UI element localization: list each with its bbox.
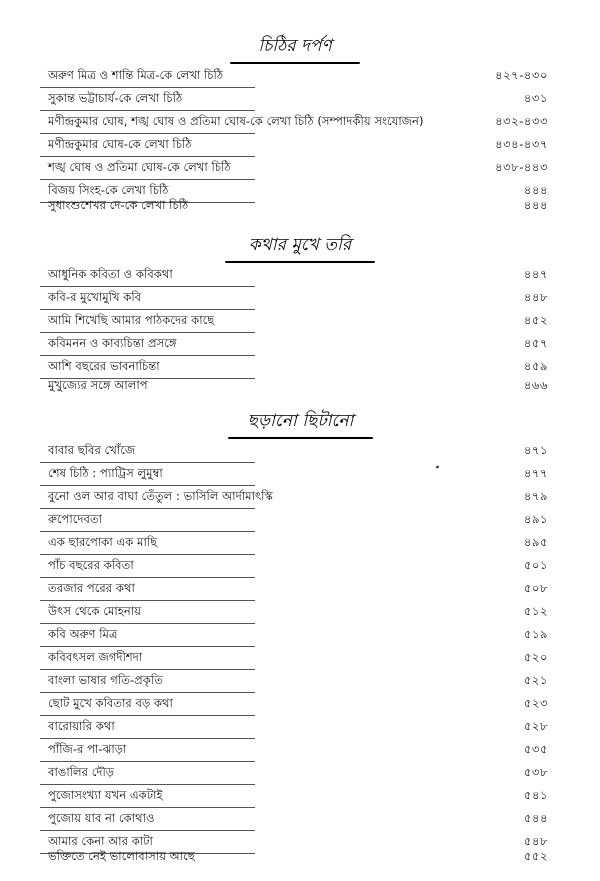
toc-entry [48, 509, 548, 530]
entry-title: উৎস থেকে মোহনায় [48, 604, 141, 618]
entry-page: ৫০৮ [523, 581, 548, 595]
toc-entry [48, 287, 548, 308]
toc-entry [48, 532, 548, 553]
toc-entry [48, 716, 548, 737]
entry-title: মুখুজ্যের সঙ্গে আলাপ [48, 378, 148, 392]
toc-entry [48, 134, 548, 155]
entry-title: পাঁচ বছরের কবিতা [48, 558, 134, 572]
entry-page: ৫২১ [523, 673, 548, 687]
entry-page: ৫৫২ [523, 849, 548, 863]
entry-title: সুকান্ত ভট্টাচার্য-কে লেখা চিঠি [48, 91, 183, 105]
entry-page: ৪৫২ [523, 313, 548, 327]
entry-title: পুজোয় যাব না কোথাও [48, 811, 155, 825]
entry-page: ৪৩৮-৪৪৩ [495, 160, 548, 174]
toc-entry [48, 463, 548, 484]
entry-title: আমি শিখেছি আমার পাঠকদের কাছে [48, 313, 215, 327]
entry-title: বারোয়ারি কথা [48, 719, 115, 733]
entry-title: শঙ্খ ঘোষ ও প্রতিমা ঘোষ-কে লেখা চিঠি [48, 160, 231, 174]
entry-title: শেষ চিঠি : প্যাট্রিস লুমুম্বা [48, 466, 163, 480]
entry-page: ৪৫৯ [523, 359, 548, 373]
toc-entry [48, 486, 548, 507]
entry-title: মণীন্দ্রকুমার ঘোষ, শঙ্খ ঘোষ ও প্রতিমা ঘোষ-কে লেখা চিঠি (সম্পাদকীয় সংযোজন) [48, 114, 424, 128]
toc-entry [48, 693, 548, 714]
entry-title: পুজোসংখ্যা যখন একটাই [48, 788, 163, 802]
entry-page: ৪৬৬ [523, 378, 548, 392]
entry-title: মণীন্দ্রকুমার ঘোষ-কে লেখা চিঠি [48, 137, 192, 151]
toc-entry [48, 555, 548, 576]
toc-entry [48, 670, 548, 691]
entry-page: ৪৩২-৪৩৩ [495, 114, 548, 128]
toc-entry [48, 578, 548, 599]
section-title: ছড়ানো ছিটানো [247, 411, 354, 431]
entry-page: ৪৩১ [523, 91, 548, 105]
entry-page: ৪৯১ [523, 512, 548, 526]
toc-entry [48, 195, 548, 216]
entry-page: ৫২৩ [523, 696, 548, 710]
entry-title: তরজার পরের কথা [48, 581, 135, 595]
toc-entry [48, 310, 548, 331]
entry-title: কবিবৎসল জগদীশদা [48, 650, 143, 664]
toc-entry [48, 333, 548, 354]
section-heading-3 [228, 408, 373, 436]
section-title: কথার মুখে তরি [248, 235, 352, 255]
toc-entry [48, 647, 548, 668]
entry-page: ৪৪৪ [523, 183, 548, 197]
entry-title: সুধাংশুশেখর দে-কে লেখা চিঠি [48, 198, 189, 212]
toc-entry [48, 157, 548, 178]
entry-title: পাঁজি-র পা-ঝাড়া [48, 742, 127, 756]
section-heading-2 [225, 232, 375, 260]
entry-page: ৫২০ [523, 650, 548, 664]
entry-page: ৫৪১ [523, 788, 548, 802]
toc-entry [48, 762, 548, 783]
heading-underline [228, 437, 373, 439]
toc-entry [48, 624, 548, 645]
toc-entry [48, 601, 548, 622]
entry-page: ৪৫৭ [523, 336, 548, 350]
toc-entry [48, 65, 548, 86]
heading-underline [230, 62, 360, 64]
entry-page: ৪৭৯ [523, 489, 548, 503]
entry-title: আমার কেনা আর কাটা [48, 834, 153, 848]
entry-title: বাঙালির দৌড় [48, 765, 115, 779]
section-heading-1 [230, 33, 360, 61]
entry-page: ৫২৮ [523, 719, 548, 733]
entry-title: বাবার ছবির খোঁজে [48, 443, 136, 457]
toc-entry [48, 356, 548, 377]
entry-page: ৪৭১ [523, 443, 548, 457]
entry-title: রুপোদেবতা [48, 512, 103, 526]
entry-page: ৫১৯ [523, 627, 548, 641]
toc-entry [48, 846, 548, 867]
entry-page: ৫৪৮ [523, 834, 548, 848]
entry-title: বিজয় সিংহ-কে লেখা চিঠি [48, 183, 169, 197]
entry-title: ছোট মুখে কবিতার বড় কথা [48, 696, 173, 710]
entry-title: আধুনিক কবিতা ও কবিকথা [48, 267, 173, 281]
entry-title: কবিমনন ও কাব্যচিন্তা প্রসঙ্গে [48, 336, 177, 350]
entry-page: ৫১২ [523, 604, 548, 618]
entry-title: কবি-র মুখোমুখি কবি [48, 290, 142, 304]
entry-title: কবি অরুণ মিত্র [48, 627, 118, 641]
entry-page: ৪৪৪ [523, 198, 548, 212]
heading-underline [225, 261, 375, 263]
section-title: চিঠির দর্পণ [258, 36, 332, 56]
toc-entry [48, 375, 548, 396]
entry-page: ৫৩৫ [523, 742, 548, 756]
toc-entry [48, 808, 548, 829]
entry-title: অরুণ মিত্র ও শান্তি মিত্র-কে লেখা চিঠি [48, 68, 224, 82]
entry-title: বুনো ওল আর বাঘা তেঁতুল : ভাসিলি আর্দামাৎস্কি [48, 489, 273, 503]
entry-page: ৪৯৫ [523, 535, 548, 549]
entry-title: ভক্তিতে নেই ভালোবাসায় আছে [48, 849, 195, 863]
entry-title: বাংলা ভাষার গতি-প্রকৃতি [48, 673, 163, 687]
entry-page: ৪৭৭ [523, 466, 548, 480]
entry-page: ৫৪৪ [523, 811, 548, 825]
entry-page: ৪৪৭ [523, 267, 548, 281]
toc-entry [48, 111, 548, 132]
toc-entry [48, 739, 548, 760]
toc-entry [48, 264, 548, 285]
toc-entry [48, 785, 548, 806]
entry-title: এক ছারপোকা এক মাছি [48, 535, 158, 549]
entry-page: ৪৪৮ [523, 290, 548, 304]
toc-entry [48, 88, 548, 109]
entry-page: ৫০১ [523, 558, 548, 572]
entry-page: ৪৩৪-৪৩৭ [495, 137, 548, 151]
entry-title: আশি বছরের ভাবনাচিন্তা [48, 359, 160, 373]
entry-page: ৫৩৮ [523, 765, 548, 779]
toc-entry [48, 440, 548, 461]
entry-page: ৪২৭-৪৩০ [495, 68, 548, 82]
